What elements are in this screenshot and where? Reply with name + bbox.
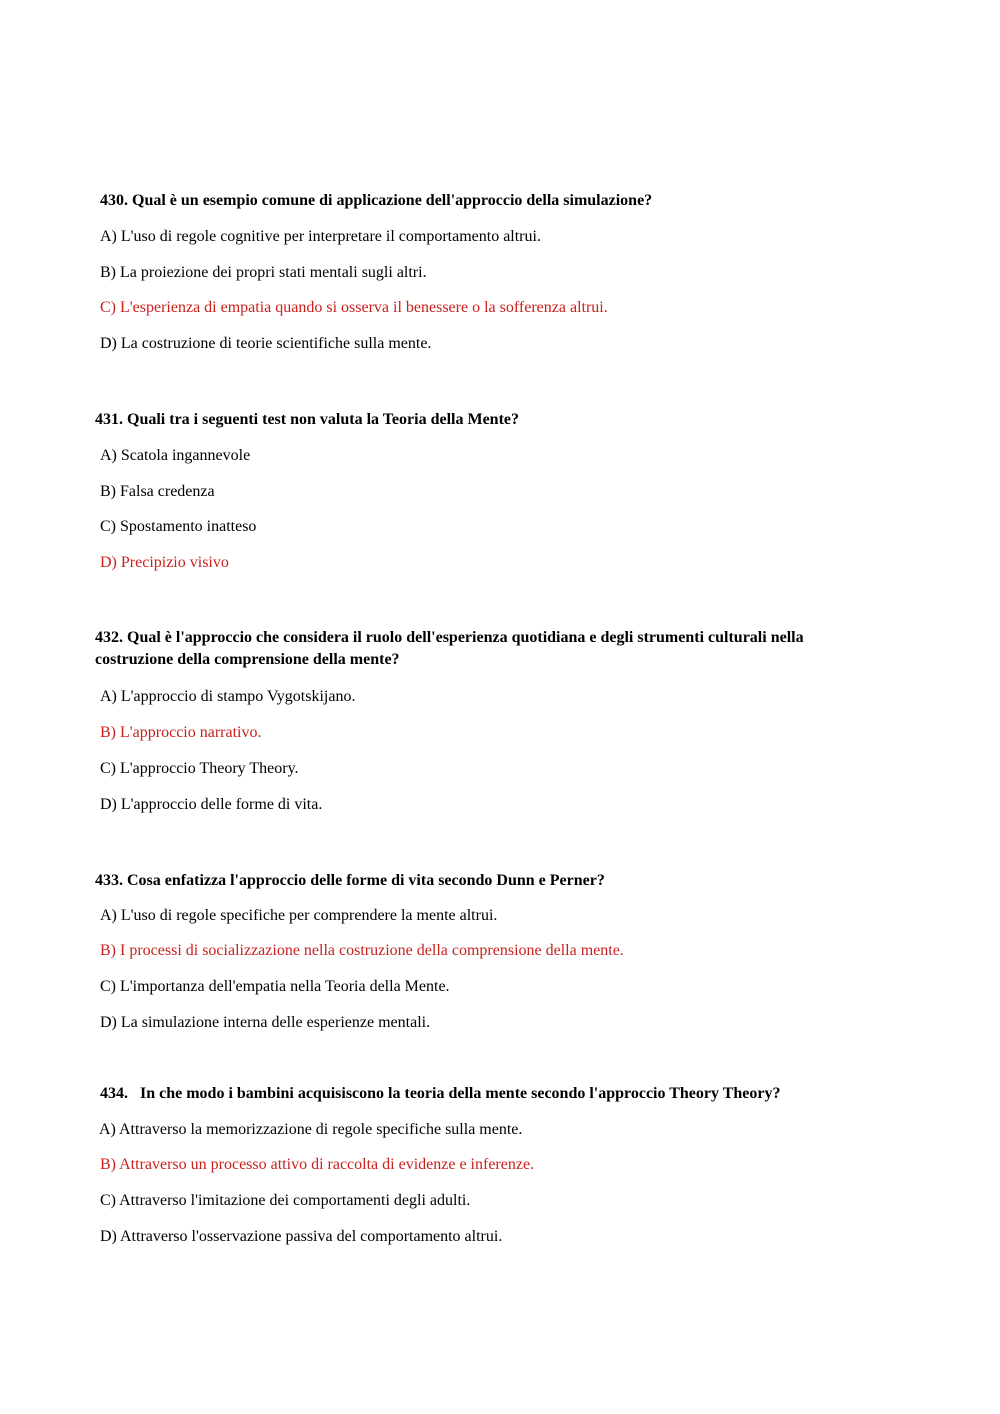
question-430-option-c-correct: C) L'esperienza di empatia quando si osserva il benessere o la sofferenza altrui. bbox=[100, 299, 608, 316]
question-430-option-a: A) L'uso di regole cognitive per interpretare il comportamento altrui. bbox=[100, 228, 541, 245]
question-432-option-b-correct: B) L'approccio narrativo. bbox=[100, 724, 262, 741]
question-434-option-b-correct: B) Attraverso un processo attivo di raccolta di evidenze e inferenze. bbox=[100, 1156, 535, 1173]
question-433-option-b-correct: B) I processi di socializzazione nella costruzione della comprensione della mente. bbox=[100, 942, 624, 959]
question-431-option-b: B) Falsa credenza bbox=[100, 483, 215, 500]
question-433-option-c: C) L'importanza dell'empatia nella Teoria della Mente. bbox=[100, 978, 450, 995]
question-430-title: 430. Qual è un esempio comune di applicazione dell'approccio della simulazione? bbox=[100, 192, 653, 209]
question-433-title: 433. Cosa enfatizza l'approccio delle forme di vita secondo Dunn e Perner? bbox=[95, 872, 605, 889]
question-432-option-d: D) L'approccio delle forme di vita. bbox=[100, 796, 323, 813]
question-430-option-d: D) La costruzione di teorie scientifiche sulla mente. bbox=[100, 335, 432, 352]
question-434-option-d: D) Attraverso l'osservazione passiva del comportamento altrui. bbox=[100, 1228, 503, 1245]
question-431-option-a: A) Scatola ingannevole bbox=[100, 447, 251, 464]
question-431-title: 431. Quali tra i seguenti test non valuta la Teoria della Mente? bbox=[95, 411, 519, 428]
question-430-option-b: B) La proiezione dei propri stati mentali sugli altri. bbox=[100, 264, 427, 281]
question-431-option-d-correct: D) Precipizio visivo bbox=[100, 554, 229, 571]
question-432-option-c: C) L'approccio Theory Theory. bbox=[100, 760, 299, 777]
question-432-title: 432. Qual è l'approccio che considera il ruolo dell'esperienza quotidiana e degli strumenti culturali nella costruzione della comprensione della mente? bbox=[95, 629, 804, 668]
question-431-option-c: C) Spostamento inatteso bbox=[100, 518, 257, 535]
question-433-option-a: A) L'uso di regole specifiche per comprendere la mente altrui. bbox=[100, 907, 498, 924]
question-434-title: 434. In che modo i bambini acquisiscono la teoria della mente secondo l'approccio Theory Theory? bbox=[100, 1085, 781, 1102]
question-432-option-a: A) L'approccio di stampo Vygotskijano. bbox=[100, 688, 356, 705]
question-434-option-c: C) Attraverso l'imitazione dei comportamenti degli adulti. bbox=[100, 1192, 471, 1209]
question-433-option-d: D) La simulazione interna delle esperienze mentali. bbox=[100, 1014, 431, 1031]
question-434-option-a: A) Attraverso la memorizzazione di regole specifiche sulla mente. bbox=[99, 1121, 523, 1138]
